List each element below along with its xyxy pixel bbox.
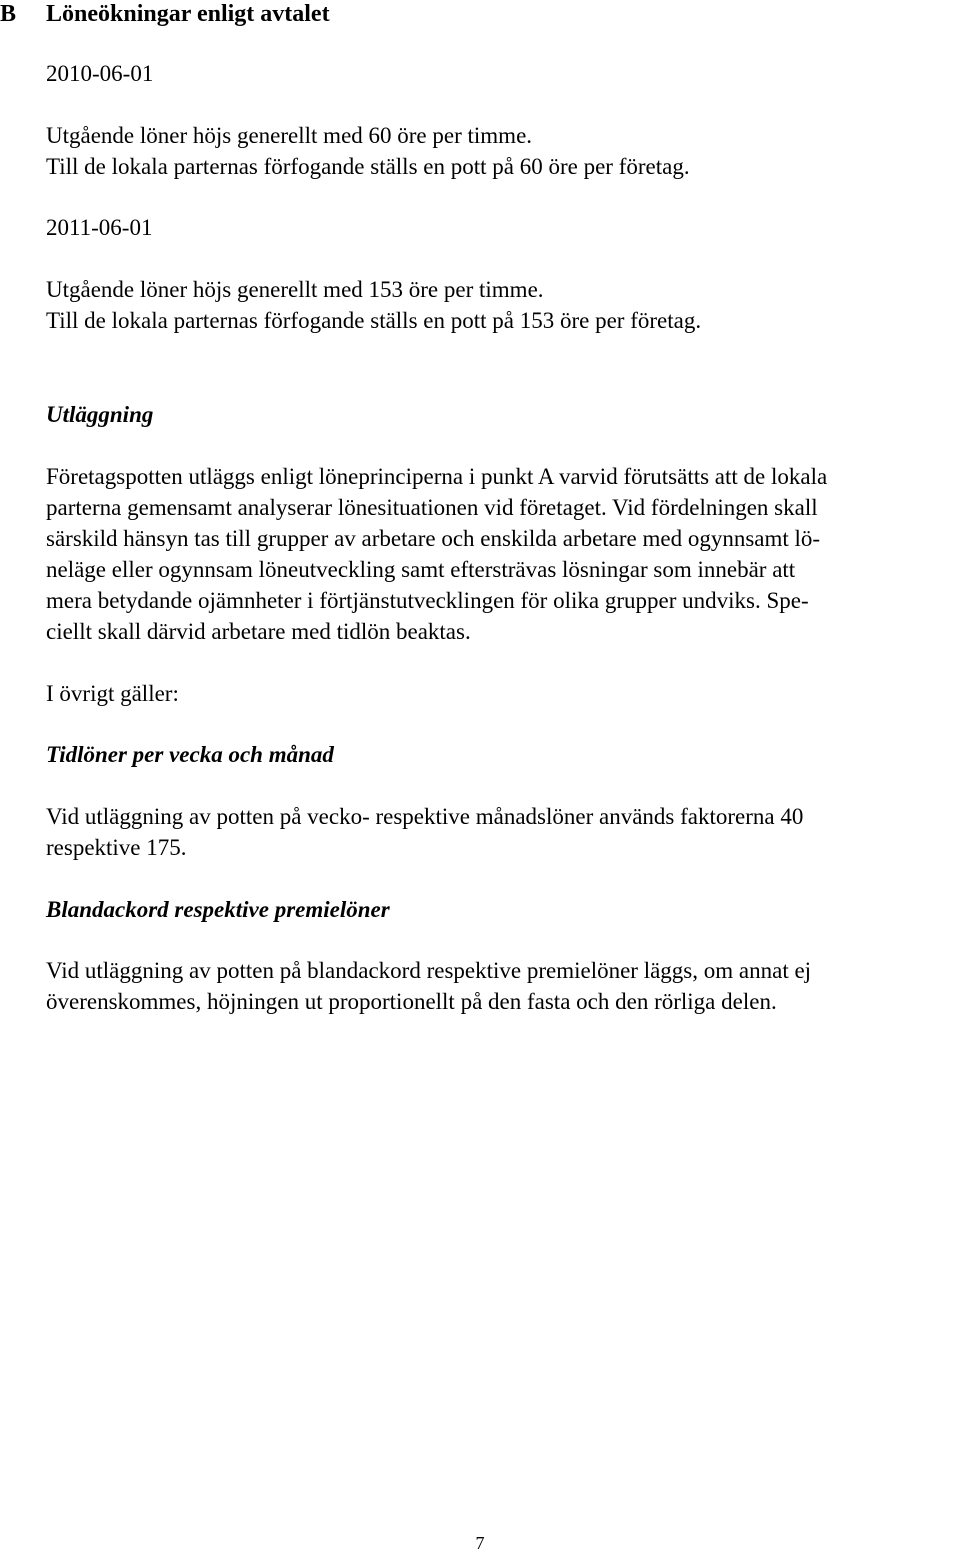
utlaggning-line: parterna gemensamt analyserar lönesituationen vid företaget. Vid fördelningen skall: [46, 495, 818, 520]
utlaggning-line: Företagspotten utläggs enligt löneprinciperna i punkt A varvid förutsätts att de lokala: [46, 464, 828, 489]
blandackord-line: överenskommes, höjningen ut proportionellt på den fasta och den rörliga delen.: [46, 989, 777, 1014]
blandackord-line: Vid utläggning av potten på blandackord respektive premielöner läggs, om annat ej: [46, 958, 812, 983]
utlaggning-line: neläge eller ogynnsam löneutveckling samt eftersträvas lösningar som innebär att: [46, 557, 796, 582]
date-2011: 2011-06-01: [46, 215, 153, 240]
date-2011-line-2: Till de lokala parternas förfogande ställs en pott på 153 öre per företag.: [46, 308, 702, 333]
tidloner-heading: Tidlöner per vecka och månad: [46, 742, 334, 767]
utlaggning-line: ciellt skall därvid arbetare med tidlön beaktas.: [46, 619, 471, 644]
section-letter: B: [0, 1, 17, 27]
utlaggning-line: mera betydande ojämnheter i förtjänstutvecklingen för olika grupper undviks. Spe-: [46, 588, 809, 613]
utlaggning-heading: Utläggning: [46, 402, 154, 427]
date-2010-line-1: Utgående löner höjs generellt med 60 öre per timme.: [46, 123, 533, 148]
date-2011-line-1: Utgående löner höjs generellt med 153 öre per timme.: [46, 277, 544, 302]
tidloner-line: respektive 175.: [46, 835, 187, 860]
tidloner-line: Vid utläggning av potten på vecko- respektive månadslöner används faktorerna 40: [46, 804, 804, 829]
page-number: 7: [475, 1533, 485, 1553]
blandackord-heading: Blandackord respektive premielöner: [46, 897, 390, 922]
date-2010: 2010-06-01: [46, 61, 154, 86]
ovrigt-text: I övrigt gäller:: [46, 681, 179, 706]
utlaggning-line: särskild hänsyn tas till grupper av arbetare och enskilda arbetare med ogynnsamt lö-: [46, 526, 821, 551]
section-title: Löneökningar enligt avtalet: [46, 1, 330, 27]
date-2010-line-2: Till de lokala parternas förfogande ställs en pott på 60 öre per företag.: [46, 154, 690, 179]
